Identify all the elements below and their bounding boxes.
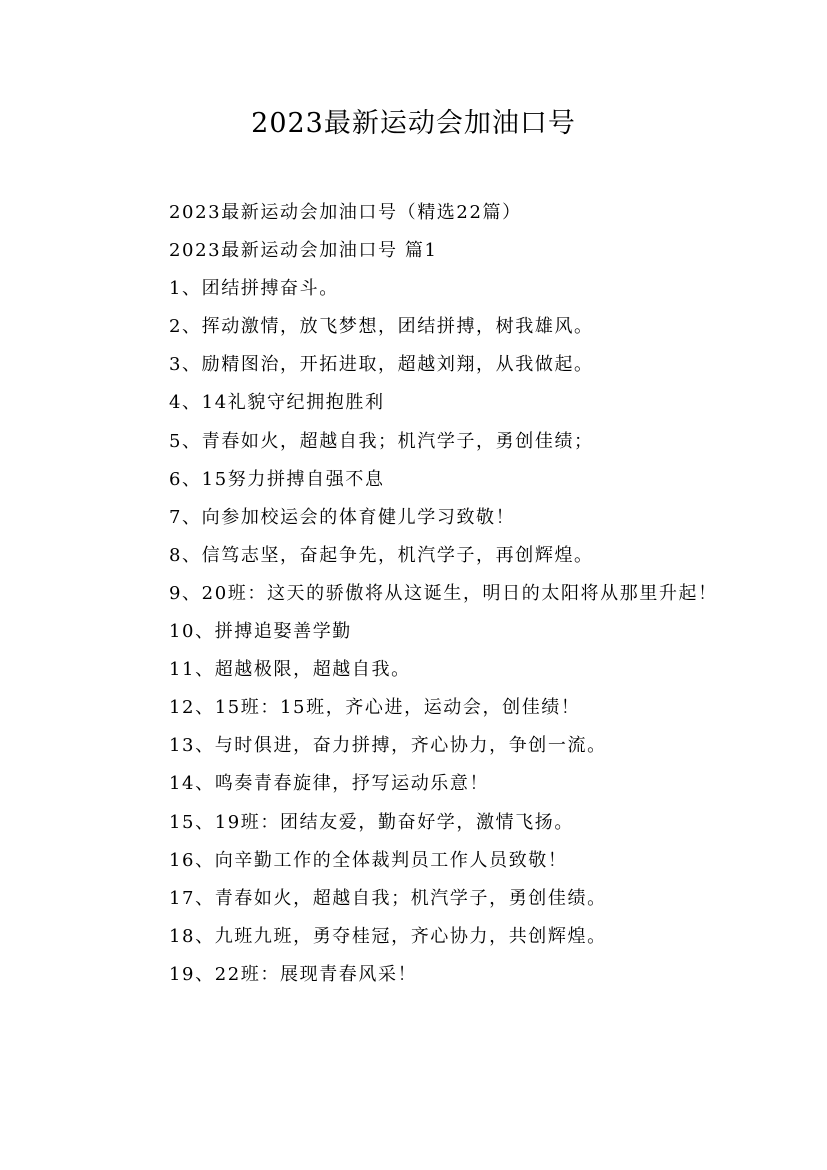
slogan-item: 1、团结拼搏奋斗。 [169, 278, 339, 300]
slogan-item: 16、向辛勤工作的全体裁判员工作人员致敬！ [169, 849, 568, 871]
slogan-item: 4、14礼貌守纪拥抱胜利 [169, 392, 385, 414]
slogan-item: 11、超越极限，超越自我。 [169, 659, 411, 681]
slogan-item: 10、拼搏追娶善学勤 [169, 621, 352, 643]
slogan-item: 15、19班：团结友爱，勤奋好学，激情飞扬。 [169, 811, 575, 833]
slogan-item: 5、青春如火，超越自我；机汽学子，勇创佳绩； [169, 430, 594, 452]
slogan-item: 18、九班九班，勇夺桂冠，齐心协力，共创辉煌。 [169, 925, 607, 947]
document-title: 2023最新运动会加油口号 [251, 108, 576, 139]
slogan-item: 19、22班：展现青春风采！ [169, 963, 418, 985]
slogan-item: 13、与时俱进，奋力拼搏，齐心协力，争创一流。 [169, 735, 607, 757]
paragraph-subtitle: 2023最新运动会加油口号（精选22篇） [169, 202, 522, 223]
slogan-item: 3、励精图治，开拓进取，超越刘翔，从我做起。 [169, 354, 594, 376]
slogan-item: 7、向参加校运会的体育健儿学习致敬！ [169, 506, 516, 528]
slogan-item: 6、15努力拼搏自强不息 [169, 468, 385, 490]
slogan-item: 12、15班：15班，齐心进，运动会，创佳绩！ [169, 697, 581, 719]
slogan-item: 2、挥动激情，放飞梦想，团结拼搏，树我雄风。 [169, 316, 594, 338]
slogan-item: 8、信笃志坚，奋起争先，机汽学子，再创辉煌。 [169, 544, 594, 566]
slogan-item: 9、20班：这天的骄傲将从这诞生，明日的太阳将从那里升起！ [169, 582, 718, 604]
slogan-item: 14、鸣奏青春旋律，抒写运动乐意！ [169, 773, 490, 795]
document-body [128, 194, 718, 994]
paragraph-section-heading: 2023最新运动会加油口号 篇1 [169, 240, 438, 262]
slogan-item: 17、青春如火，超越自我；机汽学子，勇创佳绩。 [169, 887, 607, 909]
